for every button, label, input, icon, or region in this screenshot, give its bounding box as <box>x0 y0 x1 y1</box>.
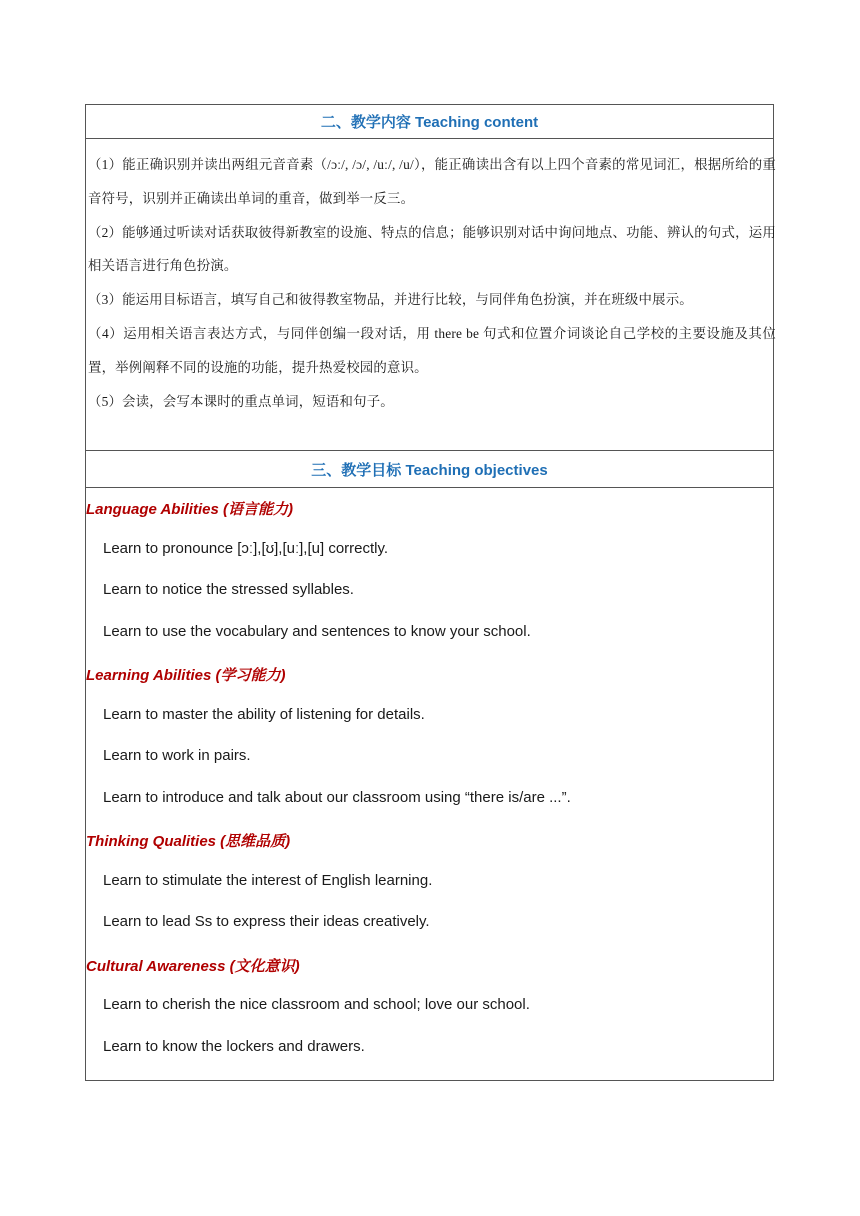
objective-item: Learn to know the lockers and drawers. <box>103 1038 365 1055</box>
objective-item: Learn to use the vocabulary and sentences to know your school. <box>103 623 531 640</box>
section-header-teaching-content <box>85 104 774 139</box>
teaching-content-body <box>88 148 776 418</box>
objective-category: Cultural Awareness (文化意识) <box>86 958 300 975</box>
objective-item: Learn to lead Ss to express their ideas creatively. <box>103 913 430 930</box>
objective-category: Language Abilities (语言能力) <box>86 501 293 518</box>
objective-category: Thinking Qualities (思维品质) <box>86 833 291 850</box>
content-item: （4）运用相关语言表达方式，与同伴创编一段对话，用 there be 句式和位置介词谈论自己学校的主要设施及其位置，举例阐释不同的设施的功能，提升热爱校园的意识。 <box>88 325 776 375</box>
content-item: （1）能正确识别并读出两组元音音素（/ɔː/, /ɔ/, /uː/, /u/），能正确读出含有以上四个音素的常见词汇，根据所给的重音符号，识别并正确读出单词的重音，做到举一反三。 <box>88 157 776 206</box>
section-title: 二、教学内容 Teaching content <box>320 114 539 131</box>
objective-item: Learn to introduce and talk about our classroom using “there is/are ...”. <box>103 789 571 806</box>
content-item: （2）能够通过听读对话获取彼得新教室的设施、特点的信息；能够识别对话中询问地点、功能、辨认的句式，运用相关语言进行角色扮演。 <box>88 224 776 274</box>
objective-item: Learn to work in pairs. <box>103 747 251 764</box>
content-item: （5）会读，会写本课时的重点单词，短语和句子。 <box>88 393 394 409</box>
objective-item: Learn to pronounce [ɔː],[ʊ],[uː],[u] correctly. <box>103 540 389 557</box>
objective-item: Learn to master the ability of listening for details. <box>103 706 425 723</box>
objective-item: Learn to notice the stressed syllables. <box>103 581 354 598</box>
section-title: 三、教学目标 Teaching objectives <box>311 461 548 479</box>
objective-category: Learning Abilities (学习能力) <box>86 667 286 684</box>
content-item: （3）能运用目标语言，填写自己和彼得教室物品，并进行比较，与同伴角色扮演，并在班级中展示。 <box>88 292 693 308</box>
section-header-teaching-objectives <box>85 450 774 488</box>
objective-item: Learn to stimulate the interest of English learning. <box>103 872 433 889</box>
objective-item: Learn to cherish the nice classroom and school; love our school. <box>103 996 530 1013</box>
